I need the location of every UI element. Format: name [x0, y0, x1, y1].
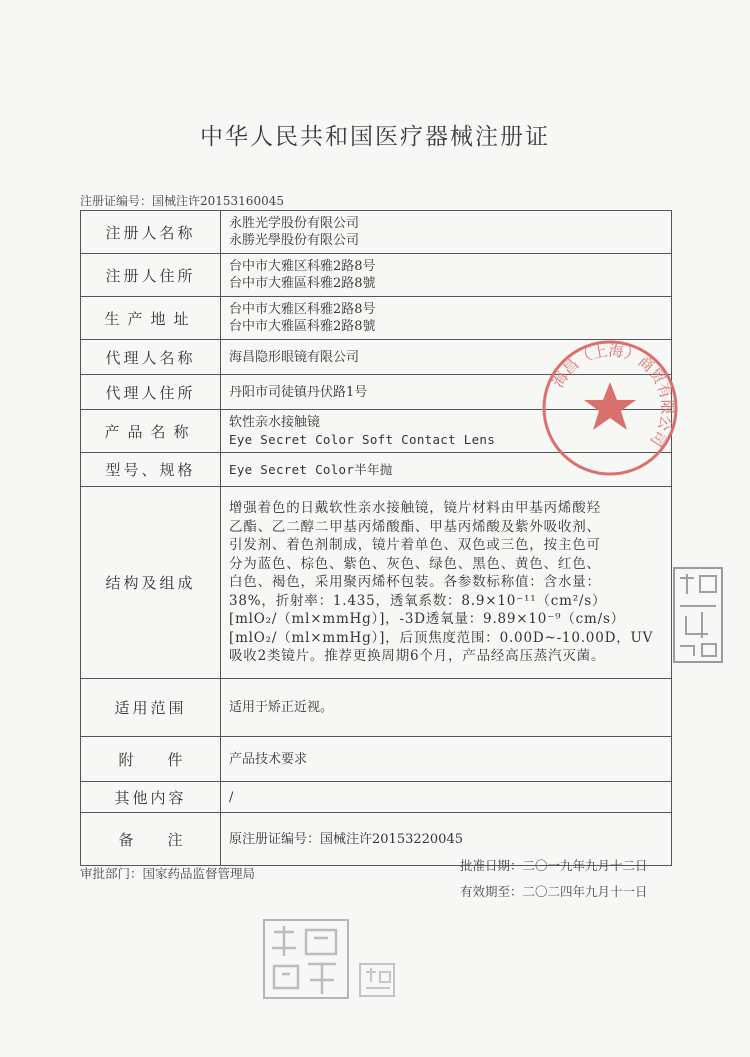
row-production-address — [81, 297, 672, 340]
value-line: 台中市大雅区科雅2路8号 — [229, 259, 376, 274]
label-scope: 适用范围 — [81, 679, 221, 737]
label-registrant-name: 注册人名称 — [81, 211, 221, 254]
value-line: 台中市大雅區科雅2路8號 — [229, 319, 376, 334]
value-line: 永勝光學股份有限公司 — [229, 233, 360, 248]
value-line: 丹阳市司徒镇丹伏路1号 — [229, 384, 368, 400]
value-line: 引发剂、着色剂制成，镜片着单色、双色或三色，按主色可 — [229, 537, 601, 554]
value-line: Eye Secret Color Soft Contact Lens — [229, 432, 496, 447]
row-scope — [81, 679, 672, 737]
value-registrant-name — [221, 211, 672, 254]
row-other — [81, 782, 672, 813]
value-scope — [221, 679, 672, 737]
value-line: 白色、褐色，采用聚丙烯杯包装。各参数标称值：含水量： — [229, 574, 601, 591]
label-agent-address: 代理人住所 — [81, 375, 221, 410]
value-line: 软性亲水接触镜 — [229, 415, 321, 430]
value-line: Eye Secret Color半年抛 — [229, 462, 393, 477]
seal-star-icon — [584, 382, 636, 430]
value-line: 台中市大雅区科雅2路8号 — [229, 302, 376, 317]
value-line: 38%，折射率：1.435，透氧系数：8.9×10⁻¹¹（cm²/s） — [229, 592, 607, 609]
value-line: 分为蓝色、棕色、紫色、灰色、绿色、黑色、黄色、红色、 — [229, 555, 601, 572]
row-structure — [81, 487, 672, 679]
value-structure — [221, 487, 672, 679]
value-line: [mlO₂/（ml×mmHg）]，后顶焦度范围：0.00D~-10.00D，UV — [229, 629, 654, 646]
value-other — [221, 782, 672, 813]
value-line: 产品技术要求 — [229, 751, 308, 767]
valid-until: 有效期至：二〇二四年九月十一日 — [460, 884, 648, 899]
cert-number: 注册证编号：国械注许20153160045 — [80, 192, 284, 211]
value-line: 永胜光学股份有限公司 — [229, 216, 360, 231]
value-line: 海昌隐形眼镜有限公司 — [229, 349, 360, 365]
official-seal-icon — [262, 918, 350, 1000]
company-seal-icon — [540, 338, 680, 478]
value-registrant-address — [221, 254, 672, 297]
registration-table — [80, 210, 672, 866]
value-line: [mlO₂/（ml×mmHg）]，-3D透氧量：9.89×10⁻⁹（cm/s） — [229, 611, 625, 628]
value-attachment — [221, 737, 672, 782]
row-registrant-address — [81, 254, 672, 297]
seal-text: 海昌（上海）商贸有限公司 — [549, 341, 677, 450]
value-line: 原注册证编号：国械注许20153220045 — [229, 831, 463, 847]
side-stamp-icon — [672, 566, 724, 664]
small-seal-icon — [358, 962, 396, 998]
value-line: / — [229, 789, 234, 805]
label-structure: 结构及组成 — [81, 487, 221, 679]
value-line: 乙酯、乙二醇二甲基丙烯酸酯、甲基丙烯酸及紫外吸收剂、 — [229, 518, 601, 535]
value-production-address — [221, 297, 672, 340]
value-line: 增强着色的日戴软性亲水接触镜，镜片材料由甲基丙烯酸羟 — [229, 500, 601, 517]
value-line: 吸收2类镜片。推荐更换周期6个月，产品经高压蒸汽灭菌。 — [229, 648, 606, 665]
label-remarks: 备注 — [81, 813, 221, 866]
label-production-address: 生产地址 — [81, 297, 221, 340]
label-product-name: 产品名称 — [81, 410, 221, 453]
approval-department: 审批部门：国家药品监督管理局 — [80, 866, 256, 881]
label-other: 其他内容 — [81, 782, 221, 813]
value-line: 适用于矫正近视。 — [229, 700, 334, 715]
label-agent-name: 代理人名称 — [81, 340, 221, 375]
label-registrant-address: 注册人住所 — [81, 254, 221, 297]
value-line: 台中市大雅區科雅2路8號 — [229, 276, 376, 291]
approval-date: 批准日期：二〇一九年九月十二日 — [460, 858, 648, 873]
row-registrant-name — [81, 211, 672, 254]
label-attachment: 附件 — [81, 737, 221, 782]
document-title: 中华人民共和国医疗器械注册证 — [200, 124, 550, 150]
label-model-spec: 型号、规格 — [81, 453, 221, 487]
row-attachment — [81, 737, 672, 782]
